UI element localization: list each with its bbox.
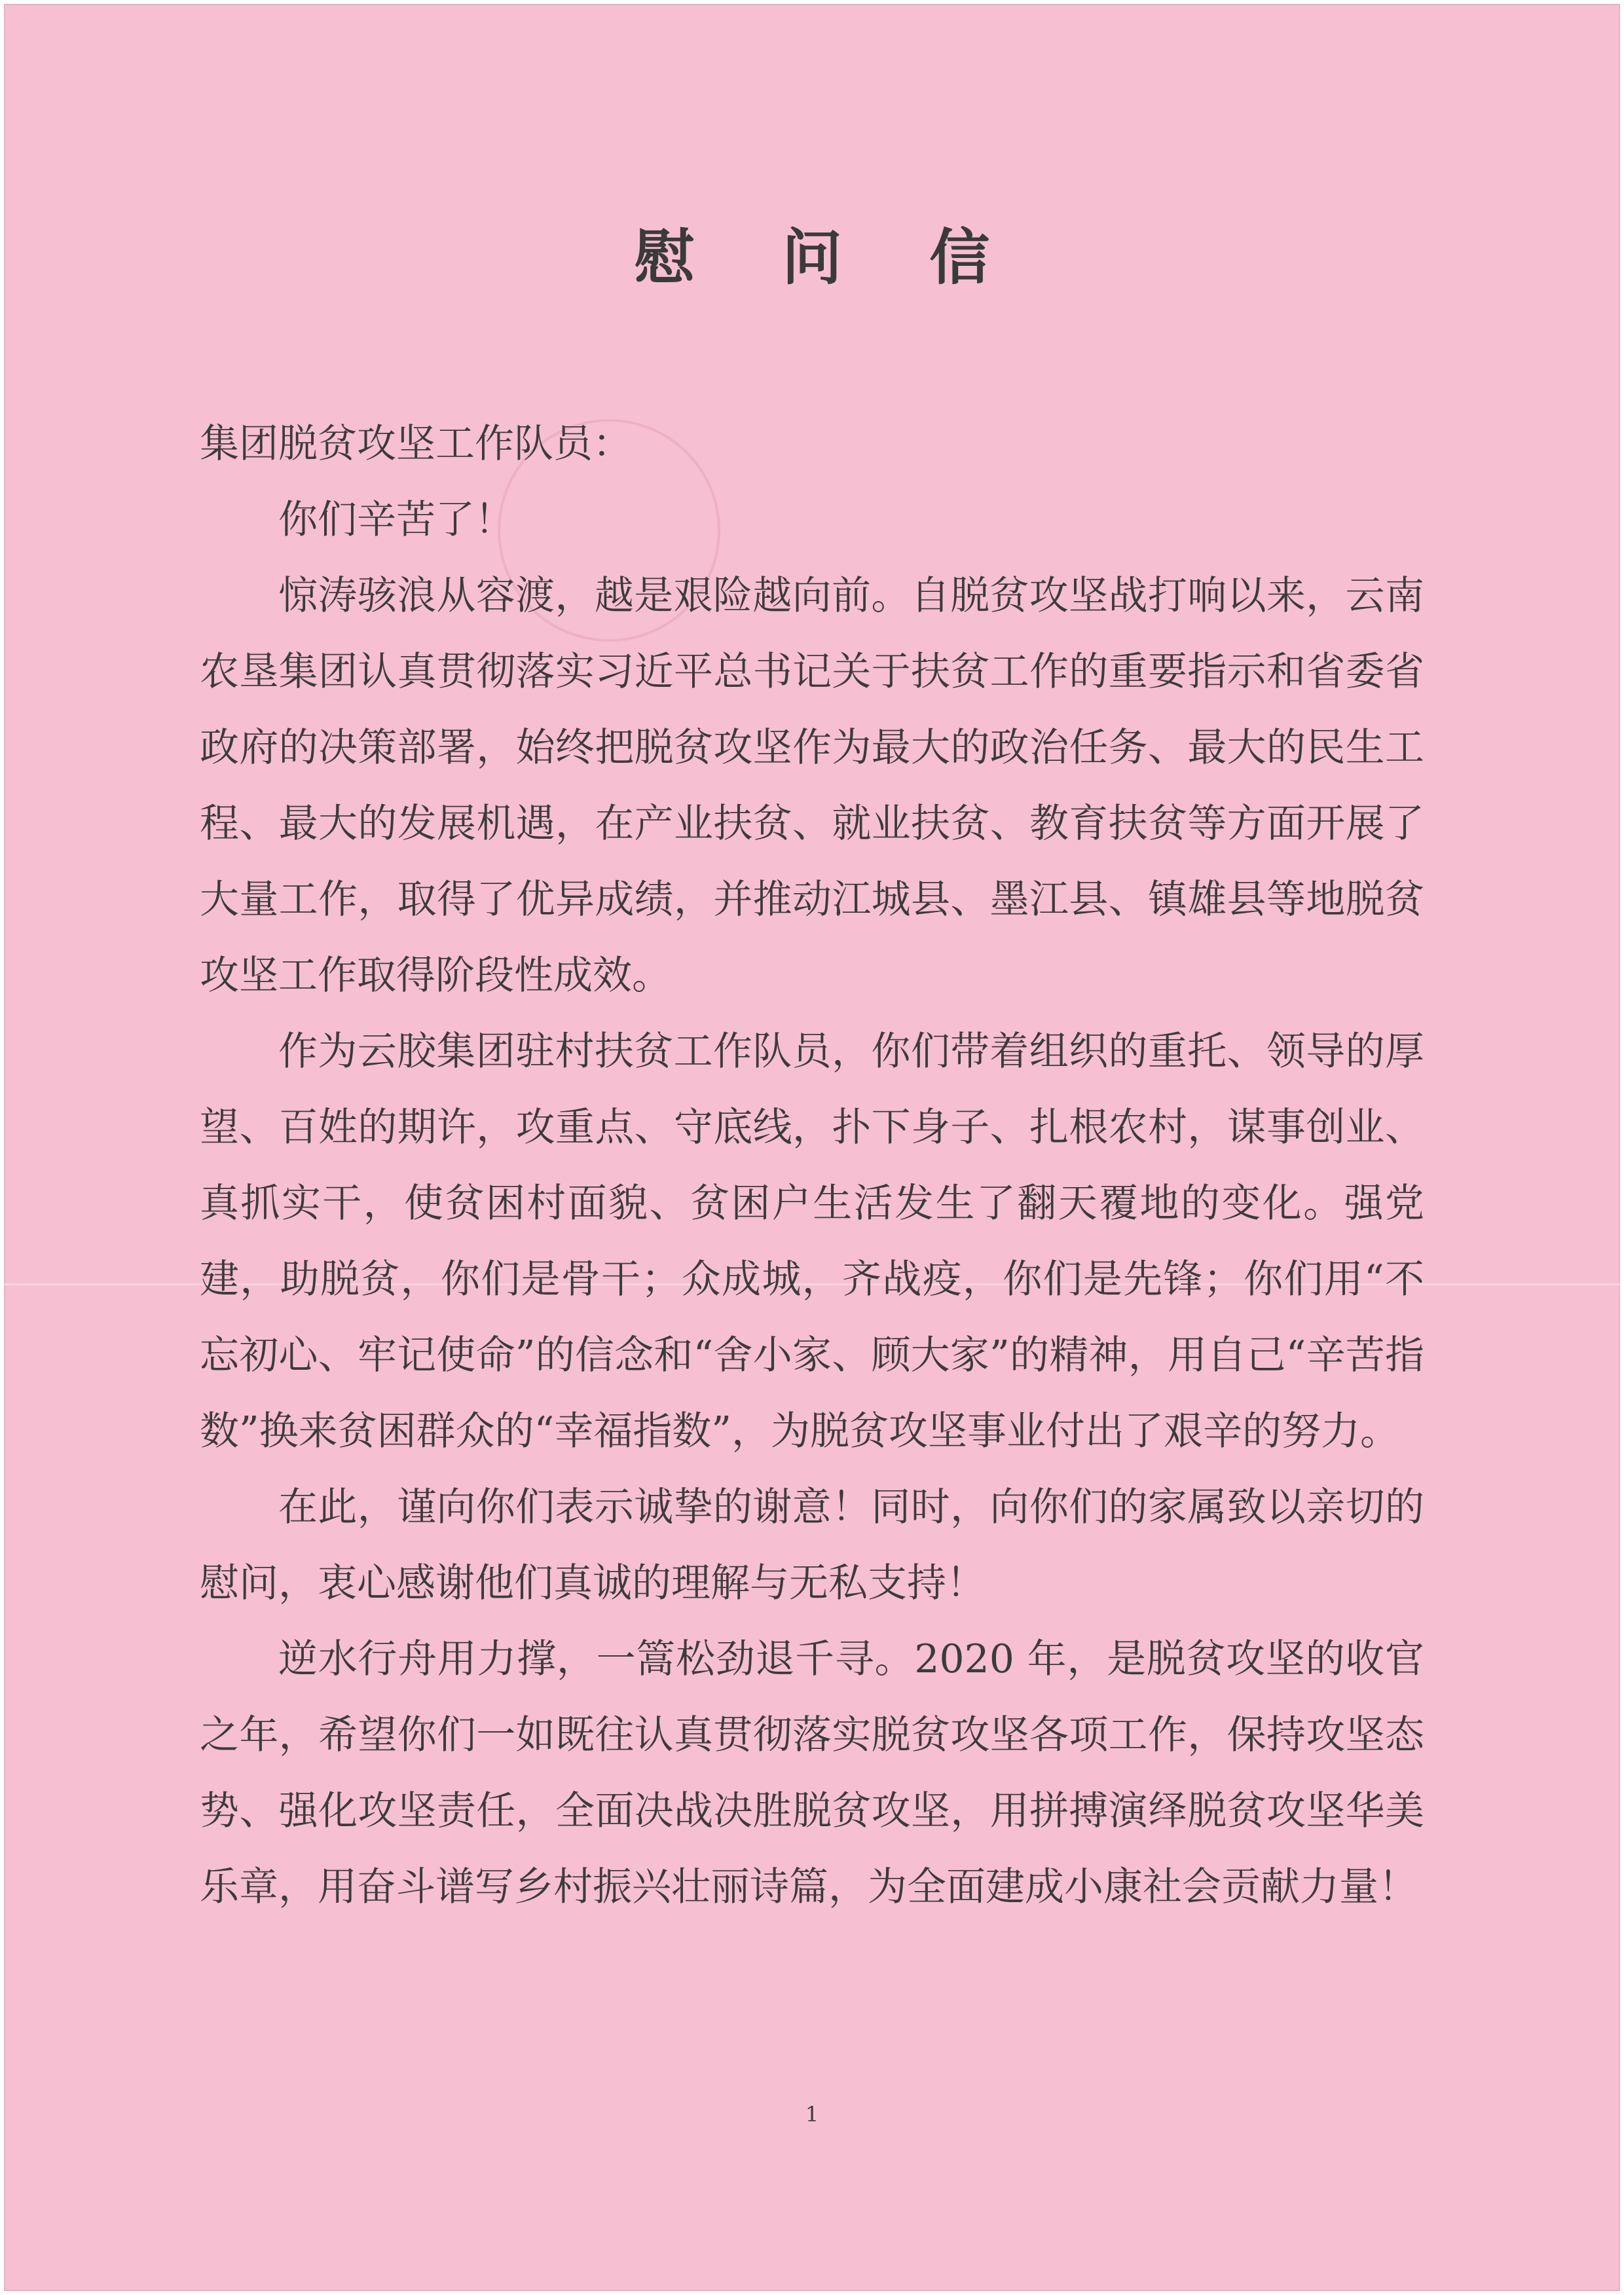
paragraph-expectations: 逆水行舟用力撑，一篙松劲退千寻。2020 年，是脱贫攻坚的收官之年，希望你们一如既往认真贯彻落实脱贫攻坚各项工作，保持攻坚态势、强化攻坚责任，全面决战决胜脱贫攻坚，用拼搏演绎脱贫攻坚华美乐章，用奋斗谱写乡村振兴壮丽诗篇，为全面建成小康社会贡献力量！ bbox=[200, 1636, 1424, 1910]
paragraph-greeting: 你们辛苦了！ bbox=[278, 497, 514, 543]
letter-salutation: 集团脱贫攻坚工作队员： bbox=[200, 421, 632, 467]
paragraph-team-contribution: 作为云胶集团驻村扶贫工作队员，你们带着组织的重托、领导的厚望、百姓的期许，攻重点、守底线，扑下身子、扎根农村，谋事创业、真抓实干，使贫困村面貌、贫困户生活发生了翻天覆地的变化。强党建，助脱贫，你们是骨干；众成城，齐战疫，你们是先锋；你们用“不忘初心、牢记使命”的信念和“舍小家、顾大家”的精神，用自己“辛苦指数”换来贫困群众的“幸福指数”，为脱贫攻坚事业付出了艰辛的努力。 bbox=[200, 1029, 1424, 1454]
letter-title: 慰 问 信 bbox=[634, 222, 1023, 293]
paragraph-thanks: 在此，谨向你们表示诚挚的谢意！同时，向你们的家属致以亲切的慰问，衷心感谢他们真诚的理解与无私支持！ bbox=[200, 1484, 1424, 1606]
page-number: 1 bbox=[805, 2102, 819, 2127]
paragraph-achievements: 惊涛骇浪从容渡，越是艰险越向前。自脱贫攻坚战打响以来，云南农垦集团认真贯彻落实习近平总书记关于扶贫工作的重要指示和省委省政府的决策部署，始终把脱贫攻坚作为最大的政治任务、最大的民生工程、最大的发展机遇，在产业扶贫、就业扶贫、教育扶贫等方面开展了大量工作，取得了优异成绩，并推动江城县、墨江县、镇雄县等地脱贫攻坚工作取得阶段性成效。 bbox=[200, 573, 1424, 999]
letter-body bbox=[200, 406, 1424, 1925]
